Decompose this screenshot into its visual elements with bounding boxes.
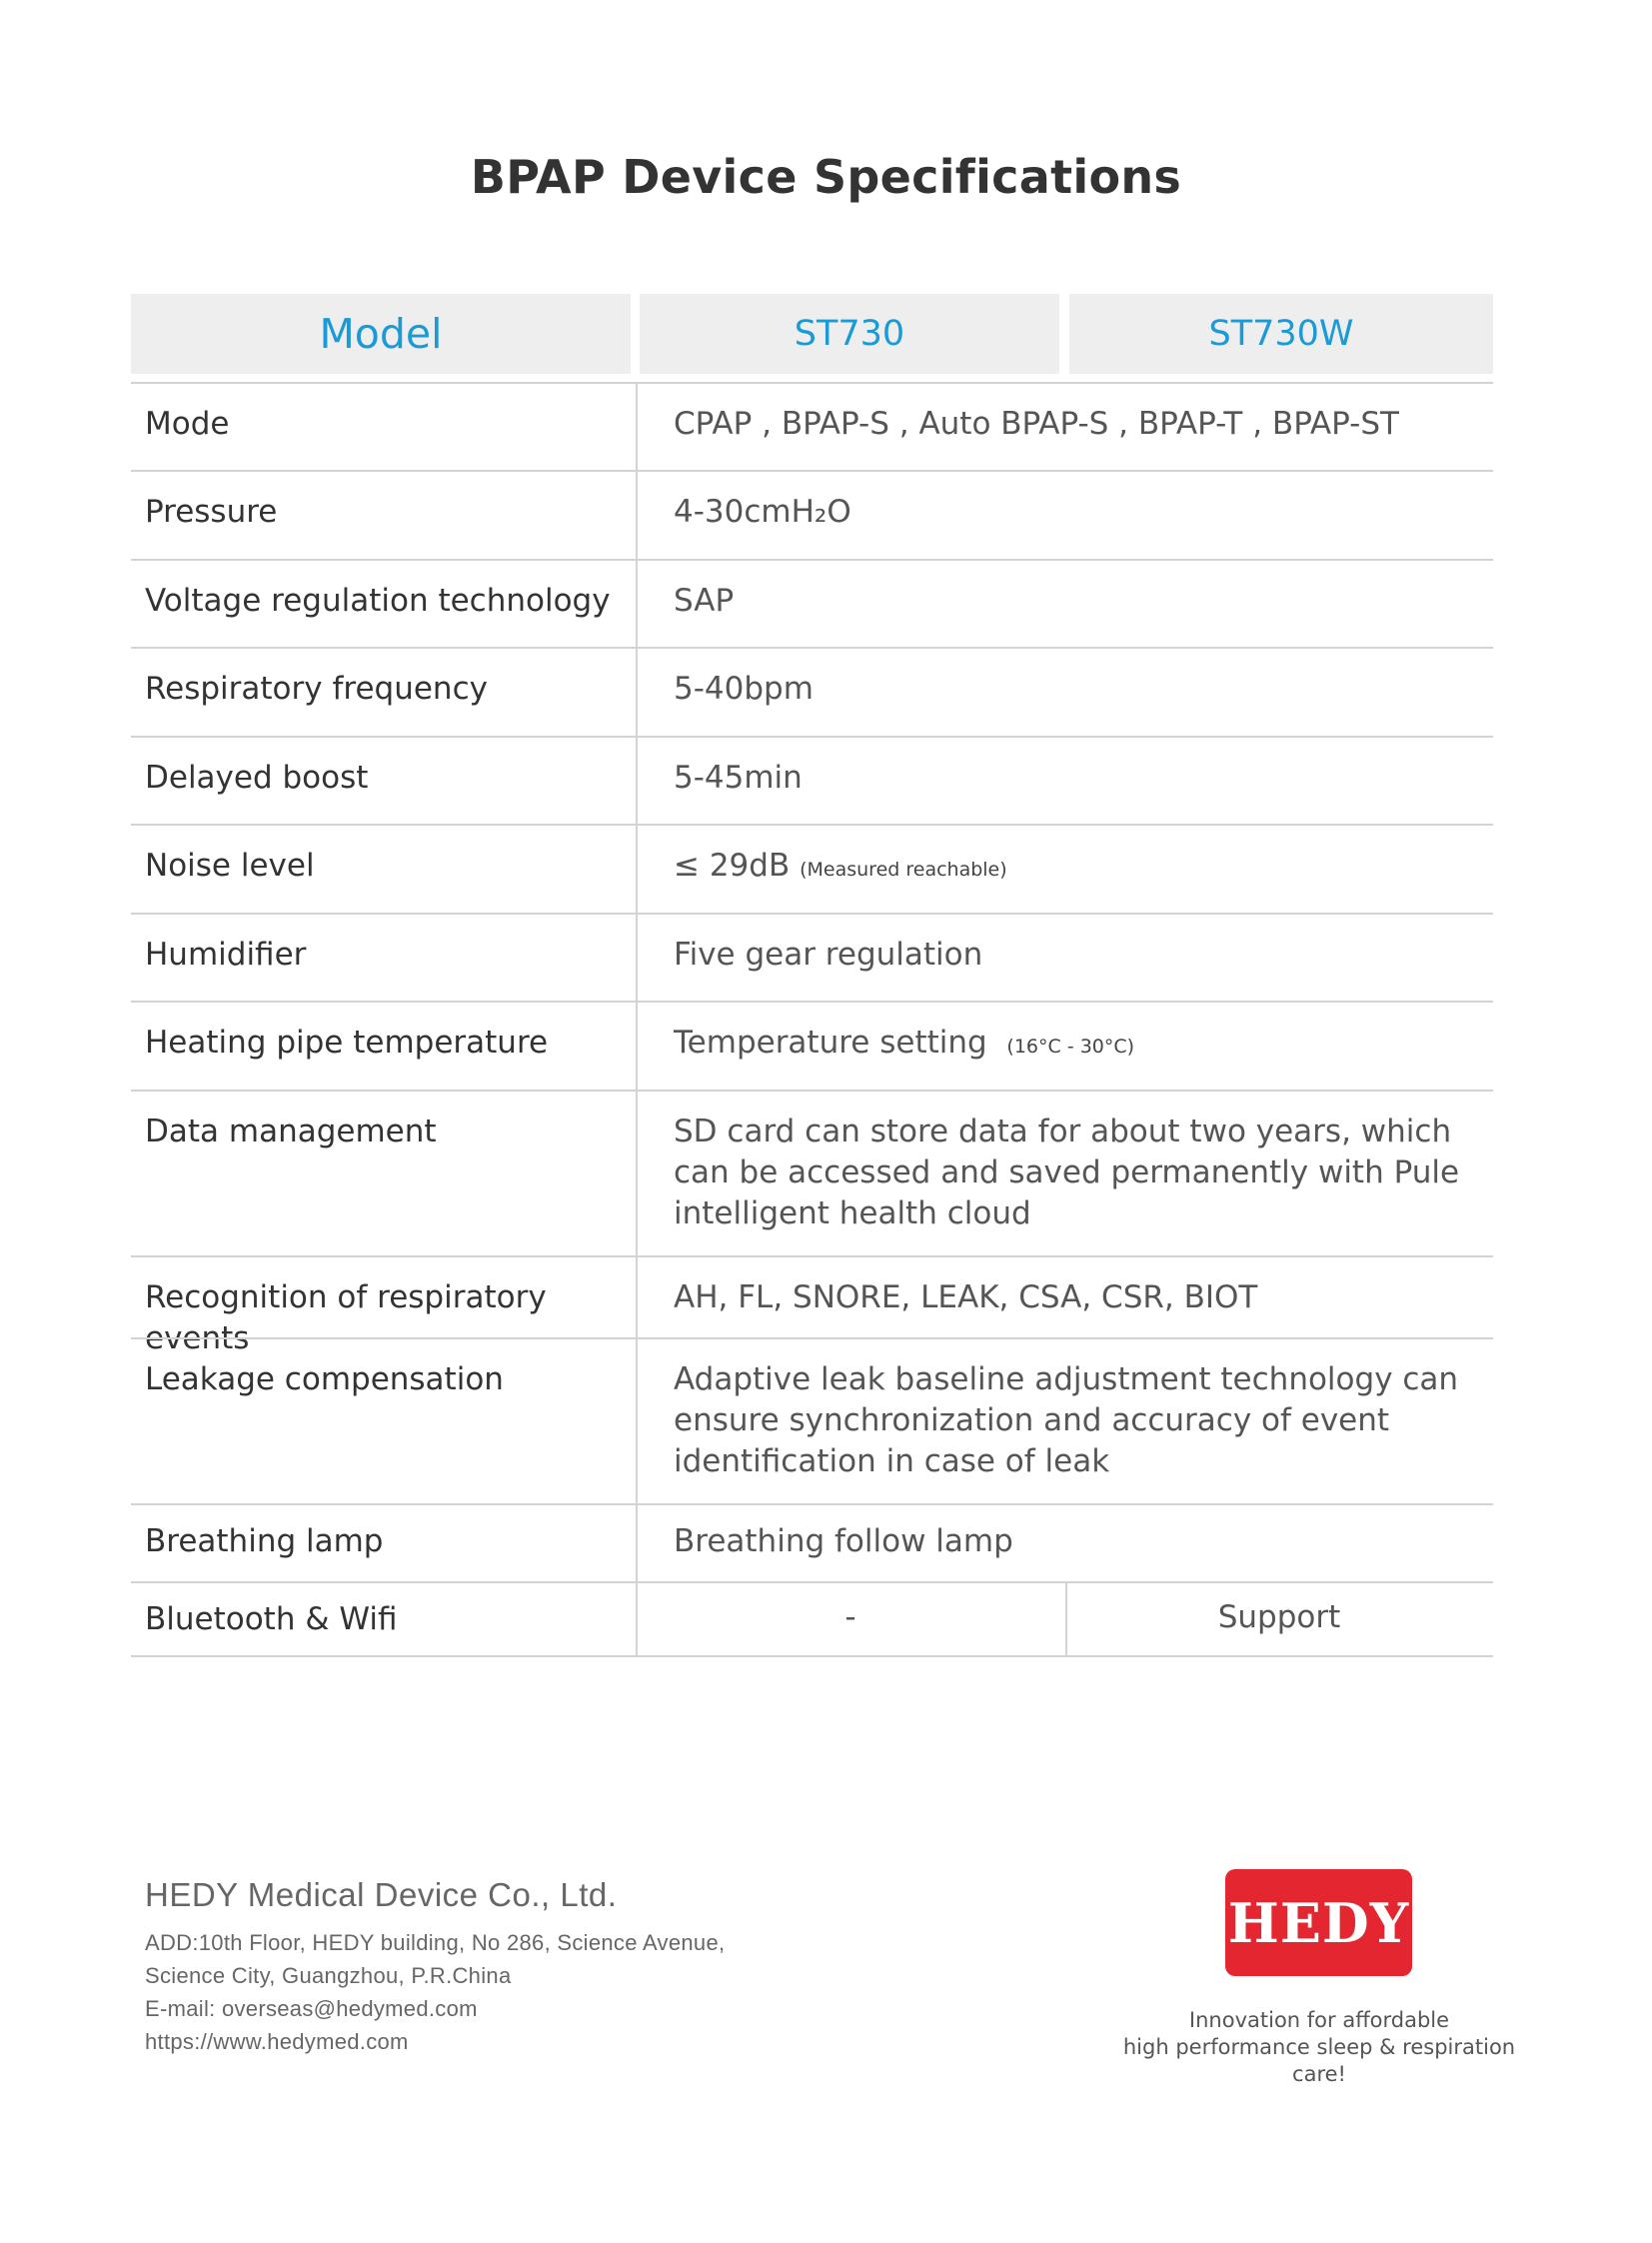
row-value: 5-45min — [674, 760, 803, 796]
table-row — [131, 913, 1493, 1001]
temperature-note: (16°C - 30°C) — [1006, 1036, 1135, 1058]
row-value: AH, FL, SNORE, LEAK, CSA, CSR, BIOT — [674, 1279, 1258, 1315]
table-row — [131, 824, 1493, 913]
row-label: Heating pipe temperature — [145, 1025, 549, 1061]
table-row — [131, 1337, 1493, 1503]
address-line-1: ADD:10th Floor, HEDY building, No 286, Science Avenue, — [145, 1930, 726, 1955]
table-row — [131, 470, 1493, 559]
table-row — [131, 1001, 1493, 1090]
row-label: Leakage compensation — [145, 1361, 504, 1397]
logo-text: HEDY — [1227, 1890, 1410, 1955]
row-value: CPAP , BPAP-S , Auto BPAP-S , BPAP-T , BPAP-ST — [674, 406, 1399, 442]
spec-table — [131, 294, 1493, 1657]
slogan — [1099, 2007, 1539, 2088]
table-row — [131, 1090, 1493, 1255]
company-info — [145, 1876, 904, 2058]
page-title: BPAP Device Specifications — [470, 150, 1182, 204]
row-value — [674, 846, 1473, 891]
row-value: Adaptive leak baseline adjustment technology can ensure synchronization and accuracy of event identification in case of leak — [674, 1361, 1459, 1479]
table-header — [131, 294, 1493, 374]
address-line-2: Science City, Guangzhou, P.R.China — [145, 1963, 512, 1988]
website: https://www.hedymed.com — [145, 2029, 409, 2054]
row-label: Data management — [145, 1114, 437, 1149]
row-value — [674, 1023, 1473, 1068]
row-label: Noise level — [145, 848, 315, 884]
row-value: SD card can store data for about two years, which can be accessed and saved permanently with Pule intelligent health cloud — [674, 1114, 1460, 1231]
row-value: 5-40bpm — [674, 671, 814, 707]
row-label: Recognition of respiratory events — [145, 1279, 547, 1356]
header-st730w: ST730W — [1069, 294, 1493, 374]
row-value: 4-30cmH₂O — [674, 494, 851, 530]
header-st730: ST730 — [640, 294, 1059, 374]
table-row — [131, 559, 1493, 647]
row-label: Delayed boost — [145, 760, 369, 796]
row-label: Mode — [145, 406, 230, 442]
row-value-st730: - — [844, 1599, 856, 1635]
hedy-logo — [1225, 1869, 1412, 1976]
noise-value: ≤ 29dB — [674, 848, 791, 884]
row-label: Respiratory frequency — [145, 671, 488, 707]
header-model: Model — [131, 294, 631, 374]
row-value: Five gear regulation — [674, 937, 983, 973]
row-label: Humidifier — [145, 937, 307, 973]
row-value-st730w: Support — [1217, 1599, 1341, 1635]
slogan-line-2: high performance sleep & respiration care! — [1122, 2035, 1516, 2086]
noise-note: (Measured reachable) — [800, 859, 1007, 881]
row-label: Pressure — [145, 494, 278, 530]
slogan-line-1: Innovation for affordable — [1188, 2008, 1450, 2032]
row-value: Breathing follow lamp — [674, 1523, 1013, 1559]
temperature-value: Temperature setting — [674, 1025, 987, 1061]
row-label: Breathing lamp — [145, 1523, 384, 1559]
row-label: Bluetooth & Wifi — [145, 1601, 398, 1637]
company-name: HEDY Medical Device Co., Ltd. — [145, 1876, 618, 1913]
table-row — [131, 1503, 1493, 1581]
row-value: SAP — [674, 583, 735, 619]
table-row — [131, 1255, 1493, 1356]
table-row — [131, 736, 1493, 824]
email: E-mail: overseas@hedymed.com — [145, 1996, 478, 2021]
table-row — [131, 1581, 1493, 1657]
row-label: Voltage regulation technology — [145, 583, 611, 619]
table-row — [131, 647, 1493, 736]
table-row — [131, 382, 1493, 470]
